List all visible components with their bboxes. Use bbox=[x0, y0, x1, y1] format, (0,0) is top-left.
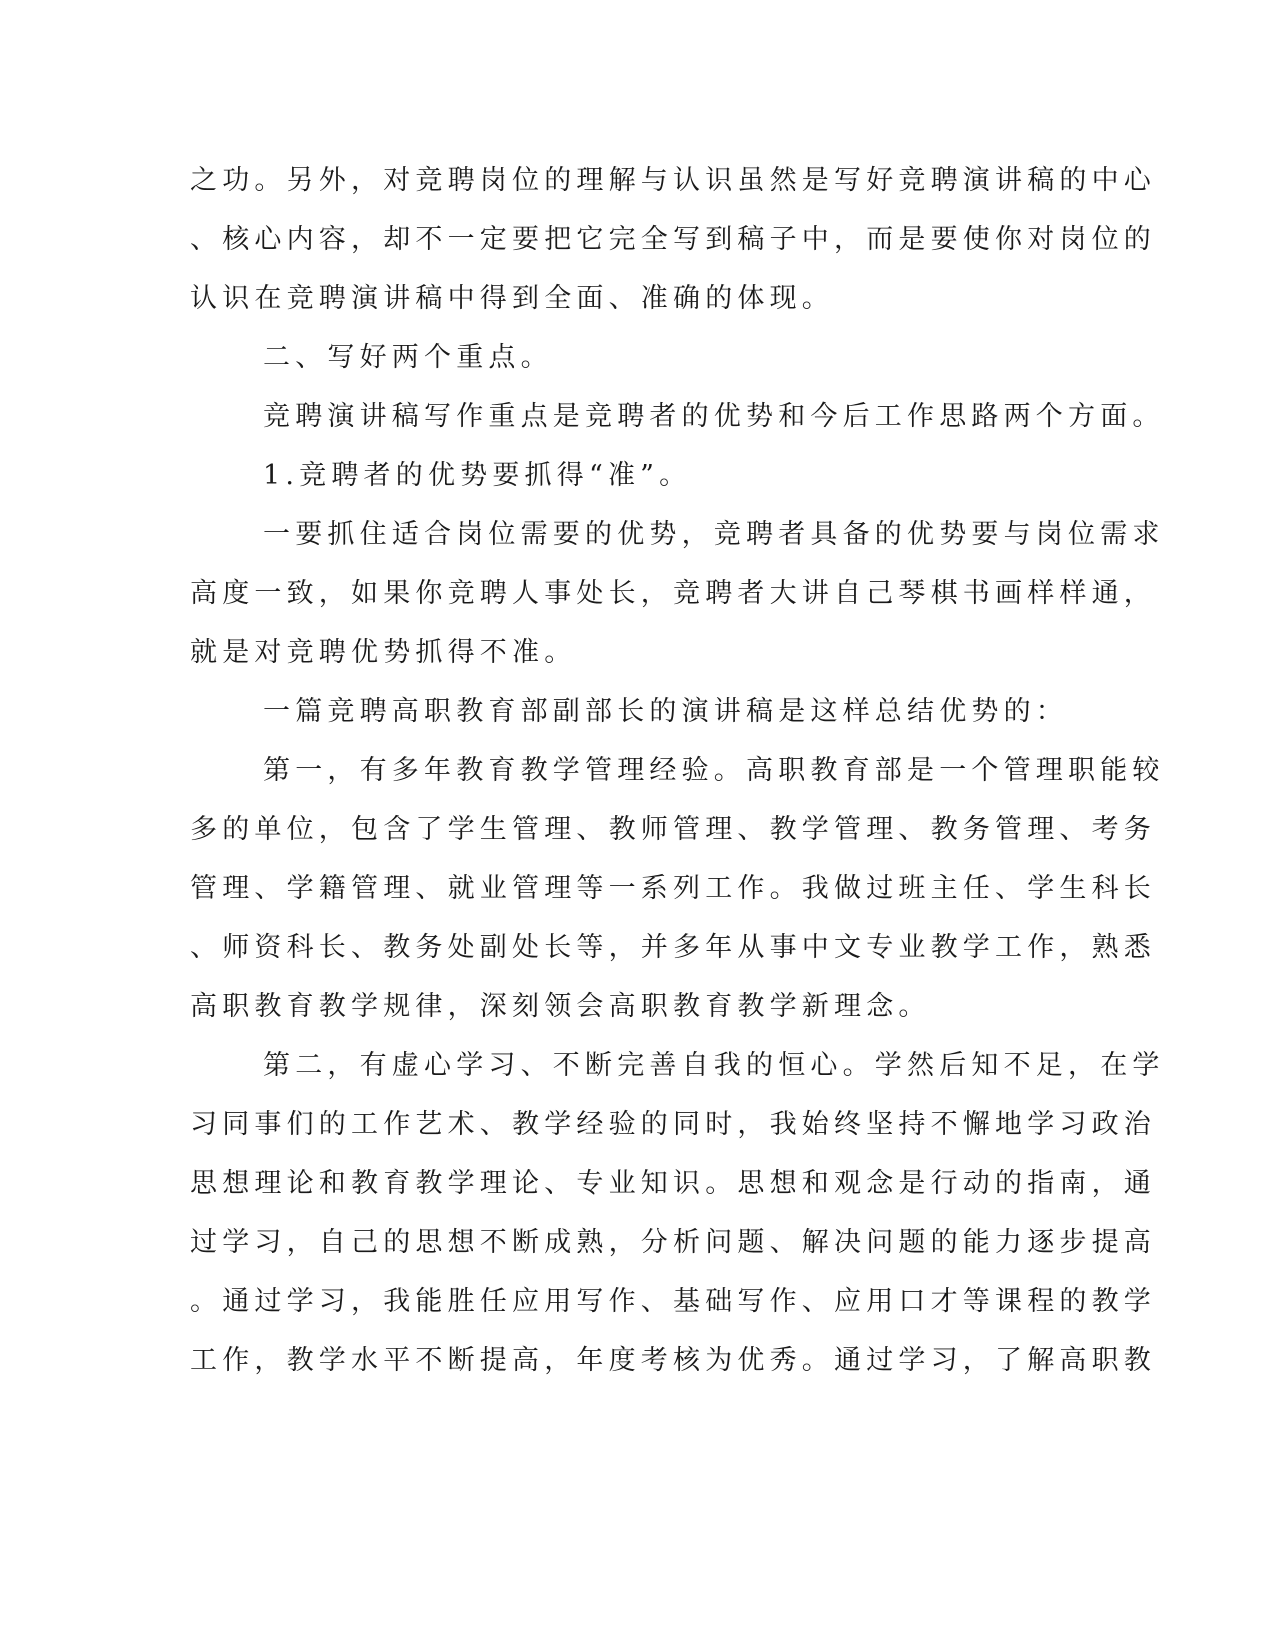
text-line: 工作，教学水平不断提高，年度考核为优秀。通过学习，了解高职教 bbox=[190, 1345, 1156, 1376]
text-line: 一篇竞聘高职教育部副部长的演讲稿是这样总结优势的： bbox=[263, 696, 1068, 727]
text-line: 高职教育教学规律，深刻领会高职教育教学新理念。 bbox=[190, 991, 931, 1022]
text-line: 认识在竞聘演讲稿中得到全面、准确的体现。 bbox=[190, 283, 834, 314]
text-line: 过学习，自己的思想不断成熟，分析问题、解决问题的能力逐步提高 bbox=[190, 1227, 1156, 1258]
text-line: 。通过学习，我能胜任应用写作、基础写作、应用口才等课程的教学 bbox=[190, 1286, 1156, 1317]
text-line: 一要抓住适合岗位需要的优势，竞聘者具备的优势要与岗位需求 bbox=[263, 519, 1165, 550]
subheading: 1.竞聘者的优势要抓得“准”。 bbox=[263, 460, 692, 491]
section-heading: 二、写好两个重点。 bbox=[263, 342, 553, 373]
text-line: 思想理论和教育教学理论、专业知识。思想和观念是行动的指南，通 bbox=[190, 1168, 1156, 1199]
text-line: 、核心内容，却不一定要把它完全写到稿子中，而是要使你对岗位的 bbox=[190, 224, 1156, 255]
text-line: 之功。另外，对竞聘岗位的理解与认识虽然是写好竞聘演讲稿的中心 bbox=[190, 165, 1156, 196]
text-line: 就是对竞聘优势抓得不准。 bbox=[190, 637, 577, 668]
text-line: 第一，有多年教育教学管理经验。高职教育部是一个管理职能较 bbox=[263, 755, 1165, 786]
text-line: 第二，有虚心学习、不断完善自我的恒心。学然后知不足，在学 bbox=[263, 1050, 1165, 1081]
text-line: 习同事们的工作艺术、教学经验的同时，我始终坚持不懈地学习政治 bbox=[190, 1109, 1156, 1140]
text-line: 管理、学籍管理、就业管理等一系列工作。我做过班主任、学生科长 bbox=[190, 873, 1156, 904]
text-line: 多的单位，包含了学生管理、教师管理、教学管理、教务管理、考务 bbox=[190, 814, 1156, 845]
text-line: 、师资科长、教务处副处长等，并多年从事中文专业教学工作，熟悉 bbox=[190, 932, 1156, 963]
text-line: 高度一致，如果你竞聘人事处长，竞聘者大讲自己琴棋书画样样通， bbox=[190, 578, 1156, 609]
text-line: 竞聘演讲稿写作重点是竞聘者的优势和今后工作思路两个方面。 bbox=[263, 401, 1165, 432]
